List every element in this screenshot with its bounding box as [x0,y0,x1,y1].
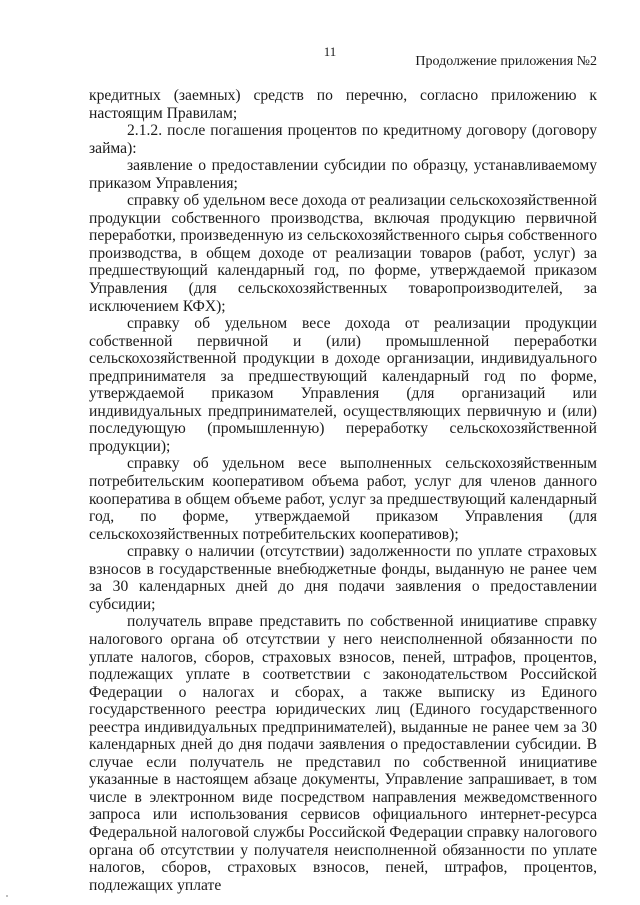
page-number: 11 [323,44,337,59]
appendix-continuation-label: Продолжение приложения №2 [415,54,597,69]
paragraph-processing-income-certificate: справку об удельном весе дохода от реализации продукции собственной первичной и (или) промышленной переработки сельскохозяйственной продукции в доходе организации, индивидуального предпринимателя за предшествующий календарный год по форме, утверждаемой приказом Управления (для организаций или индивидуальных предпринимателей, осуществляющих первичную и (или) последующую (промышленную) переработку сельскохозяйственной продукции); [89,315,597,455]
paragraph-tax-authority-certificate: получатель вправе представить по собственной инициативе справку налогового органа об отсутствии у него неисполненной обязанности по уплате налогов, сборов, страховых взносов, пеней, штрафов, процентов, подлежащих уплате в соответствии с законодательством Российской Федерации о налогах и сборах, а также выписку из Единого государственного реестра юридических лиц (Единого государственного реестра индивидуальных предпринимателей), выданные не ранее чем за 30 календарных дней до дня подачи заявления о предоставлении субсидии. В случае если получатель не представил по собственной инициативе указанные в настоящем абзаце документы, Управление запрашивает, в том числе в электронном виде посредством направления межведомственного запроса или использования сервисов официального интернет-ресурса Федеральной налоговой службы Российской Федерации справку налогового органа об отсутствии у получателя неисполненной обязанности по уплате налогов, сборов, страховых взносов, пеней, штрафов, процентов, подлежащих уплате [89,613,597,894]
paragraph-income-share-certificate: справку об удельном весе дохода от реализации сельскохозяйственной продукции собственного производства, включая продукцию первичной переработки, произведенную из сельскохозяйственного сырья собственного производства, в общем доходе от реализации товаров (работ, услуг) за предшествующий календарный год, по форме, утверждаемой приказом Управления (для сельскохозяйственных товаропроизводителей, за исключением КФХ); [89,192,597,315]
scan-speck [6,895,8,897]
paragraph-clause-2-1-2: 2.1.2. после погашения процентов по кредитному договору (договору займа): [89,122,597,157]
paragraph-insurance-debt-certificate: справку о наличии (отсутствии) задолженности по уплате страховых взносов в государственные внебюджетные фонды, выданную не ранее чем за 30 календарных дней до дня подачи заявления о предоставлении субсидии; [89,543,597,613]
paragraph-cooperative-works-certificate: справку об удельном весе выполненных сельскохозяйственным потребительским кооперативом объема работ, услуг для членов данного кооператива в общем объеме работ, услуг за предшествующий календарный год, по форме, утверждаемой приказом Управления (для сельскохозяйственных потребительских кооперативов); [89,455,597,543]
document-body [89,87,597,894]
paragraph-subsidy-application: заявление о предоставлении субсидии по образцу, устанавливаемому приказом Управления; [89,157,597,192]
paragraph-credit-funds: кредитных (заемных) средств по перечню, согласно приложению к настоящим Правилам; [89,87,597,122]
